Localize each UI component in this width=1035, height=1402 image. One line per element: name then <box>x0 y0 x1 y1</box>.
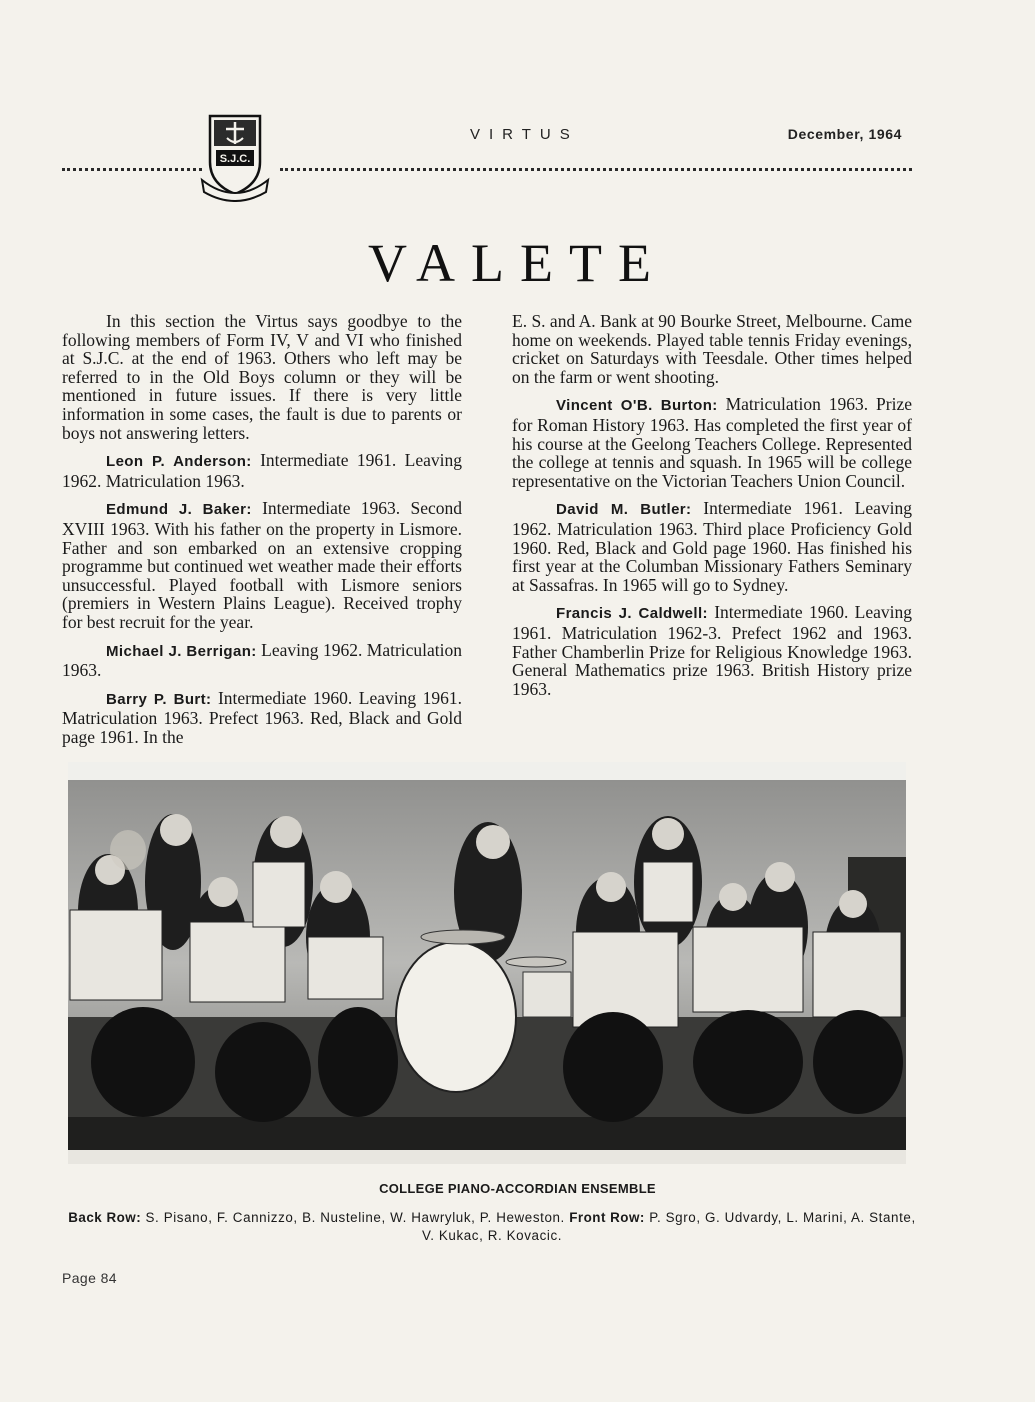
valete-entry <box>512 499 912 594</box>
page-header <box>0 110 1035 210</box>
entry-name: Vincent O'B. Burton: <box>556 397 718 415</box>
ensemble-photograph <box>68 762 906 1164</box>
valete-entry <box>62 451 462 490</box>
entry-text: Intermediate 1960. Leaving 1961. Matriculation 1963. Prefect 1963. Red, Black and Gold page 1961. In the <box>62 687 462 747</box>
text-column-right <box>512 312 912 707</box>
intro-paragraph: In this section the Virtus says goodbye to the following members of Form IV, V and VI who finished at S.J.C. at the end of 1963. Others who left may be referred to in the Old Boys column or they will be mentioned in future issues. If there is very little information in some cases, the fault is due to parents or boys not answering letters. <box>62 311 462 443</box>
front-row-label: Front Row: <box>569 1210 645 1225</box>
entry-text: Leaving 1962. Matriculation 1963. <box>62 639 463 681</box>
photo-caption <box>62 1209 922 1245</box>
entry-text: Intermediate 1961. Leaving 1962. Matriculation 1963. <box>62 450 462 491</box>
back-row-names: S. Pisano, F. Cannizzo, B. Nusteline, W. Hawryluk, P. Heweston. <box>145 1210 565 1225</box>
entry-text: Intermediate 1961. Leaving 1962. Matriculation 1963. Third place Proficiency Gold 1960. Red, Black and Gold page 1960. Has finished his first year at the Columban Missionary Fathers Seminary at Sassafras. In 1965 will go to Sydney. <box>512 498 913 595</box>
entry-text: Matriculation 1963. Prize for Roman History 1963. Has completed the first year of his course at the Geelong Teachers College. Represented the college at tennis and squash. In 1965 will be college representative on the Victorian Teachers Union Council. <box>512 394 912 491</box>
entry-text: E. S. and A. Bank at 90 Bourke Street, Melbourne. Came home on weekends. Played table tennis Friday evenings, cricket on Saturdays with Teesdale. Other times helped on the farm or went shooting. <box>512 311 912 387</box>
issue-date: December, 1964 <box>787 126 902 142</box>
header-rule-right <box>280 168 912 171</box>
entry-text: Intermediate 1963. Second XVIII 1963. With his father on the property in Lismore. Father and son embarked on an extensive cropping programme but continued wet weather made their efforts unsuccessful. Played football with Lismore seniors (premiers in Western Plains League). Received trophy for best recruit for the year. <box>62 498 462 632</box>
header-rule-left <box>62 168 202 171</box>
valete-entry-continued <box>512 312 912 386</box>
section-title: VALETE <box>368 233 667 293</box>
entry-name: Francis J. Caldwell: <box>556 605 708 623</box>
valete-entry <box>512 395 912 490</box>
entry-name: Leon P. Anderson: <box>106 453 252 471</box>
entry-name: David M. Butler: <box>556 501 692 519</box>
page-number: Page 84 <box>62 1270 117 1286</box>
back-row-label: Back Row: <box>68 1210 142 1225</box>
entry-name: Barry P. Burt: <box>106 690 212 708</box>
valete-entry <box>62 689 462 747</box>
photo-caption-title: COLLEGE PIANO-ACCORDIAN ENSEMBLE <box>379 1181 656 1196</box>
valete-entry <box>512 603 912 698</box>
svg-text:S.J.C.: S.J.C. <box>219 153 251 165</box>
college-crest-icon <box>200 110 270 202</box>
entry-name: Edmund J. Baker: <box>106 501 252 519</box>
entry-name: Michael J. Berrigan: <box>106 642 257 660</box>
front-row-names: P. Sgro, G. Udvardy, L. Marini, A. Stante, V. Kukac, R. Kovacic. <box>421 1210 916 1243</box>
text-column-left <box>62 312 462 755</box>
valete-entry <box>62 641 462 680</box>
valete-entry <box>62 499 462 631</box>
entry-text: Intermediate 1960. Leaving 1961. Matriculation 1962-3. Prefect 1962 and 1963. Father Chamberlin Prize for Religious Knowledge 1963. General Mathematics prize 1963. British History prize 1963. <box>512 602 912 699</box>
masthead-title: VIRTUS <box>470 126 579 143</box>
